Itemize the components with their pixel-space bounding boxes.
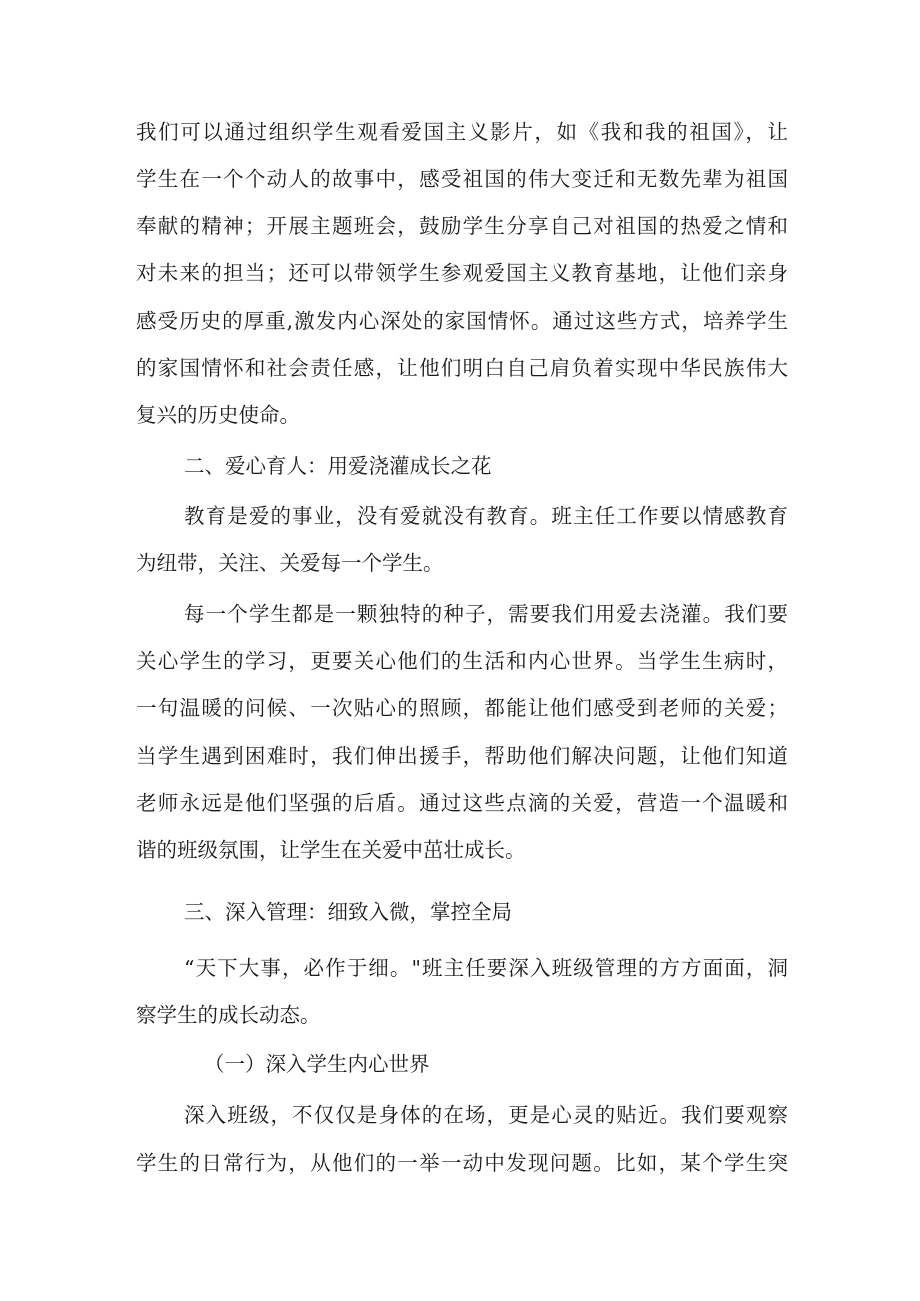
section-heading: 二、爱心育人：用爱浇灌成长之花 xyxy=(184,454,492,478)
paragraph-line: 教育是爱的事业，没有爱就没有教育。班主任工作要以情感教育 xyxy=(184,504,788,528)
paragraph-line: 感受历史的厚重,激发内心深处的家国情怀。通过这些方式，培养学生 xyxy=(136,309,788,333)
paragraph-line: 为纽带，关注、关爱每一个学生。 xyxy=(136,551,444,575)
paragraph-line: 复兴的历史使命。 xyxy=(136,403,300,427)
paragraph-line: 察学生的成长动态。 xyxy=(136,1003,321,1027)
paragraph-line: 当学生遇到困难时，我们伸出援手，帮助他们解决问题，让他们知道 xyxy=(136,744,788,768)
paragraph-line: 学生的日常行为，从他们的一举一动中发现问题。比如，某个学生突 xyxy=(136,1151,788,1175)
paragraph-line: 一句温暖的问候、一次贴心的照顾，都能让他们感受到老师的关爱； xyxy=(136,696,788,720)
paragraph-line: 深入班级，不仅仅是身体的在场，更是心灵的贴近。我们要观察 xyxy=(184,1103,788,1127)
paragraph-line: 学生在一个个动人的故事中，感受祖国的伟大变迁和无数先辈为祖国 xyxy=(136,167,788,191)
section-heading: 三、深入管理：细致入微，掌控全局 xyxy=(184,900,512,924)
paragraph-line: 我们可以通过组织学生观看爱国主义影片，如《我和我的祖国》，让 xyxy=(136,120,788,144)
paragraph-line: “天下大事，必作于细。"班主任要深入班级管理的方方面面，洞 xyxy=(184,956,788,980)
paragraph-line: 老师永远是他们坚强的后盾。通过这些点滴的关爱，营造一个温暖和 xyxy=(136,791,788,815)
paragraph-line: 关心学生的学习，更要关心他们的生活和内心世界。当学生生病时， xyxy=(136,649,788,673)
paragraph-line: 对未来的担当；还可以带领学生参观爱国主义教育基地，让他们亲身 xyxy=(136,261,788,285)
paragraph-line: 的家国情怀和社会责任感，让他们明白自己肩负着实现中华民族伟大 xyxy=(136,356,788,380)
paragraph-line: 每一个学生都是一颗独特的种子，需要我们用爱去浇灌。我们要 xyxy=(184,602,788,626)
paragraph-line: 谐的班级氛围，让学生在关爱中茁壮成长。 xyxy=(136,838,526,862)
subsection-heading: （一）深入学生内心世界 xyxy=(204,1052,430,1076)
paragraph-line: 奉献的精神；开展主题班会，鼓励学生分享自己对祖国的热爱之情和 xyxy=(136,214,788,238)
